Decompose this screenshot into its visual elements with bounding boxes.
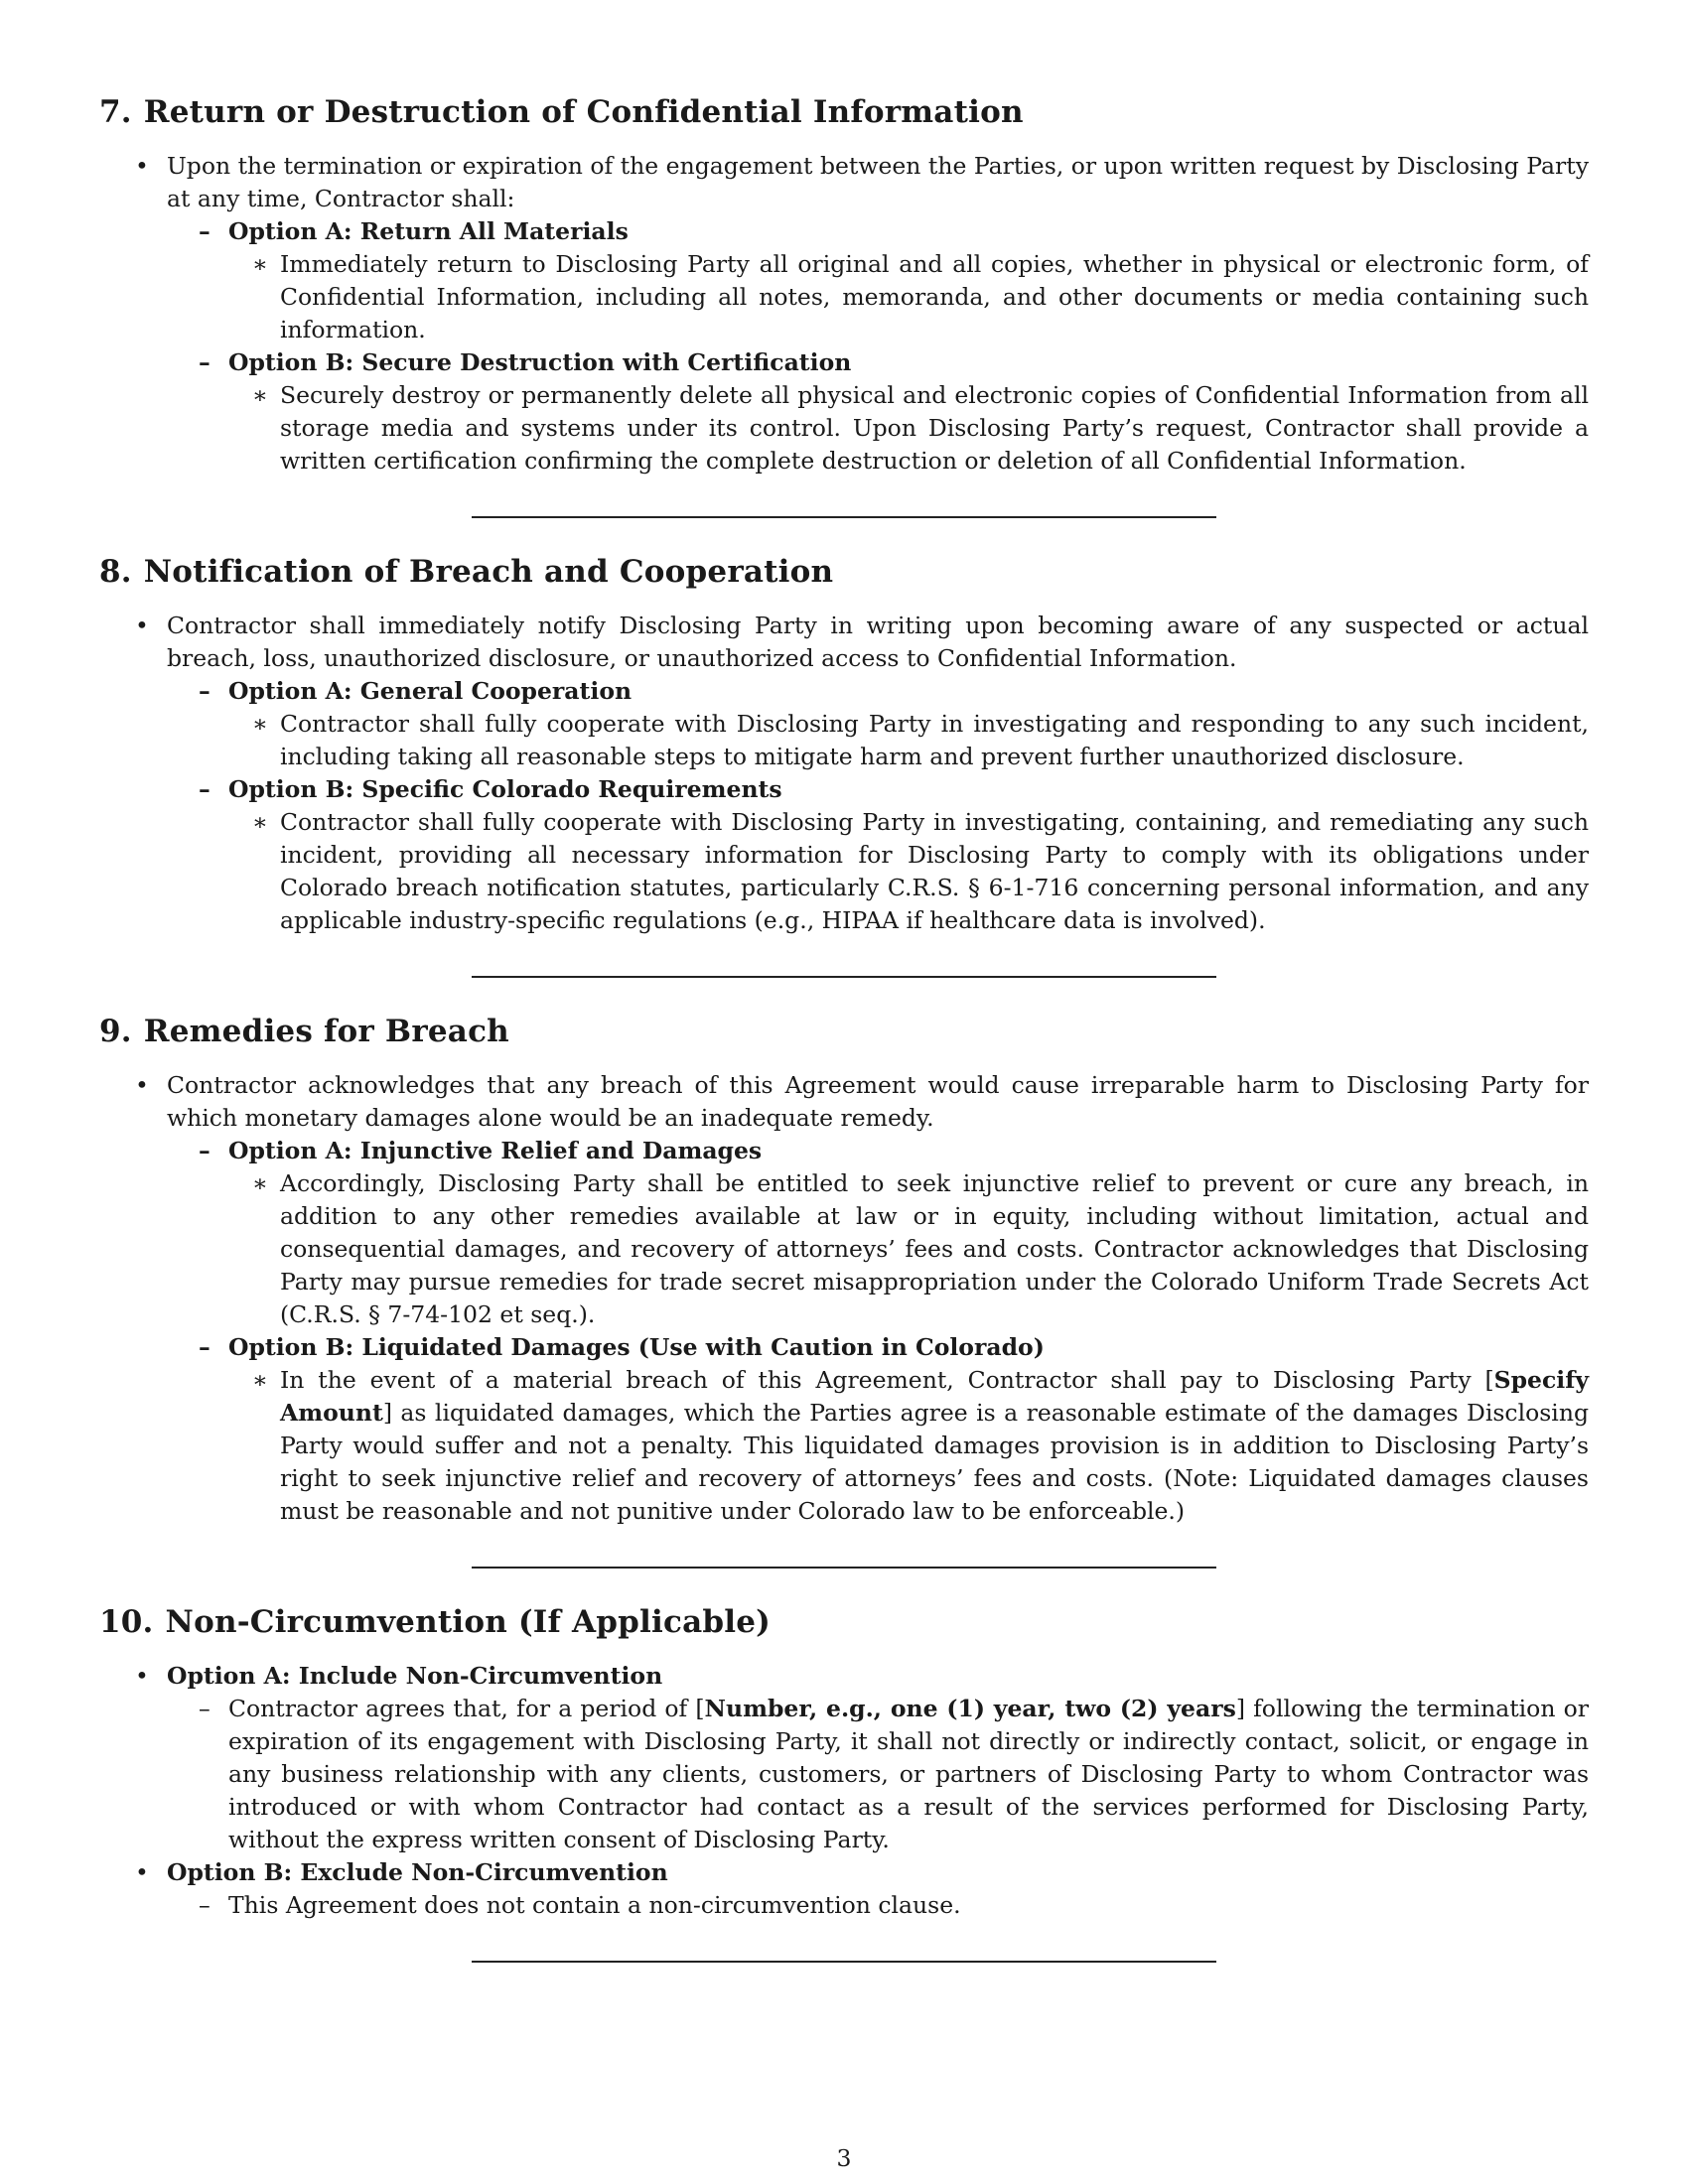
dash-marker: – <box>199 677 211 705</box>
option-text: ∗ Immediately return to Disclosing Party all original and all copies, whether in physical or electronic form, of Confidential Information, including all notes, memoranda, and other documents or media containing such information. <box>252 250 1589 343</box>
list-item: • Contractor acknowledges that any breach of this Agreement would cause irreparable harm to Disclosing Party for which monetary damages alone would be an inadequate remedy. <box>135 1071 1589 1132</box>
star-marker: ∗ <box>252 710 268 738</box>
option-text: ∗ In the event of a material breach of this Agreement, Contractor shall pay to Disclosing Party [Specify Amount] as liquidated damages, which the Parties agree is a reasonable estimate of the damages Disclosing Party would suffer and not a penalty. This liquidated damages provision is in addition to Disclosing Party’s right to seek injunctive relief and recovery of attorneys’ fees and costs. (Note: Liquidated damages clauses must be reasonable and not punitive under Colorado law to be enforceable.) <box>252 1366 1589 1525</box>
option-text: ∗ Contractor shall fully cooperate with Disclosing Party in investigating and responding to any such incident, including taking all reasonable steps to mitigate harm and prevent further unauthorized disclosure. <box>252 710 1589 770</box>
option-text: – Contractor agrees that, for a period of [Number, e.g., one (1) year, two (2) years] following the termination or expiration of its engagement with Disclosing Party, it shall not directly or indirectly contact, solicit, or engage in any business relationship with any clients, customers, or partners of Disclosing Party to whom Contractor was introduced or with whom Contractor had contact as a result of the services performed for Disclosing Party, without the express written consent of Disclosing Party. <box>199 1695 1589 1853</box>
list-item: • Contractor shall immediately notify Disclosing Party in writing upon becoming aware of any suspected or actual breach, loss, unauthorized disclosure, or unauthorized access to Confidential Information. <box>135 612 1589 672</box>
option-text: – This Agreement does not contain a non-circumvention clause. <box>99 1889 1589 1922</box>
section-heading: 10. Non-Circumvention (If Applicable) <box>99 1604 771 1640</box>
section-7 <box>99 94 1589 518</box>
dash-marker: – <box>199 775 211 803</box>
document-page <box>99 94 1589 1963</box>
option-label: • Option A: Include Non-Circumvention <box>99 1660 1589 1693</box>
section-heading: 7. Return or Destruction of Confidential Information <box>99 94 1024 130</box>
option-text: ∗ Securely destroy or permanently delete all physical and electronic copies of Confidential Information from all storage media and systems under its control. Upon Disclosing Party’s request, Contractor shall provide a written certification confirming the complete destruction or deletion of all Confidential Information. <box>252 381 1589 475</box>
star-marker: ∗ <box>252 808 268 836</box>
bullet-marker: • <box>135 1662 149 1690</box>
dash-marker: – <box>199 217 211 245</box>
star-marker: ∗ <box>252 381 268 409</box>
section-9 <box>99 1014 1589 1569</box>
option-label: – Option B: Secure Destruction with Certification <box>99 346 1589 379</box>
page-number: 3 <box>836 2144 852 2172</box>
option-label: – Option A: Return All Materials <box>99 215 1589 248</box>
section-10 <box>99 1604 1589 1963</box>
option-label: • Option B: Exclude Non-Circumvention <box>99 1856 1589 1889</box>
star-marker: ∗ <box>252 250 268 278</box>
dash-marker: – <box>199 348 211 376</box>
bullet-marker: • <box>135 1858 149 1886</box>
dash-marker: – <box>199 1891 211 1919</box>
section-heading: 9. Remedies for Breach <box>99 1014 509 1049</box>
option-label: – Option A: General Cooperation <box>99 675 1589 708</box>
option-label: – Option B: Specific Colorado Requirements <box>99 773 1589 806</box>
placeholder-amount: Specify Amount <box>280 1366 1589 1427</box>
dash-marker: – <box>199 1137 211 1164</box>
bullet-marker: • <box>135 612 149 639</box>
section-heading: 8. Notification of Breach and Cooperation <box>99 554 834 590</box>
divider <box>472 1961 1216 1963</box>
placeholder-period: Number, e.g., one (1) year, two (2) years <box>704 1695 1236 1722</box>
section-8 <box>99 554 1589 978</box>
star-marker: ∗ <box>252 1366 268 1394</box>
bullet-marker: • <box>135 1071 149 1099</box>
dash-marker: – <box>199 1695 211 1722</box>
option-text: ∗ Contractor shall fully cooperate with Disclosing Party in investigating, containing, and remediating any such incident, providing all necessary information for Disclosing Party to comply with its obligations under Colorado breach notification statutes, particularly C.R.S. § 6-1-716 concerning personal information, and any applicable industry-specific regulations (e.g., HIPAA if healthcare data is involved). <box>252 808 1589 934</box>
list-item: • Upon the termination or expiration of the engagement between the Parties, or upon written request by Disclosing Party at any time, Contractor shall: <box>135 152 1589 212</box>
option-label: – Option B: Liquidated Damages (Use with Caution in Colorado) <box>99 1331 1589 1364</box>
dash-marker: – <box>199 1333 211 1361</box>
star-marker: ∗ <box>252 1169 268 1197</box>
option-label: – Option A: Injunctive Relief and Damages <box>99 1135 1589 1167</box>
bullet-marker: • <box>135 152 149 180</box>
option-text: ∗ Accordingly, Disclosing Party shall be entitled to seek injunctive relief to prevent or cure any breach, in addition to any other remedies available at law or in equity, including without limitation, actual and consequential damages, and recovery of attorneys’ fees and costs. Contractor acknowledges that Disclosing Party may pursue remedies for trade secret misappropriation under the Colorado Uniform Trade Secrets Act (C.R.S. § 7-74-102 et seq.). <box>252 1169 1589 1328</box>
